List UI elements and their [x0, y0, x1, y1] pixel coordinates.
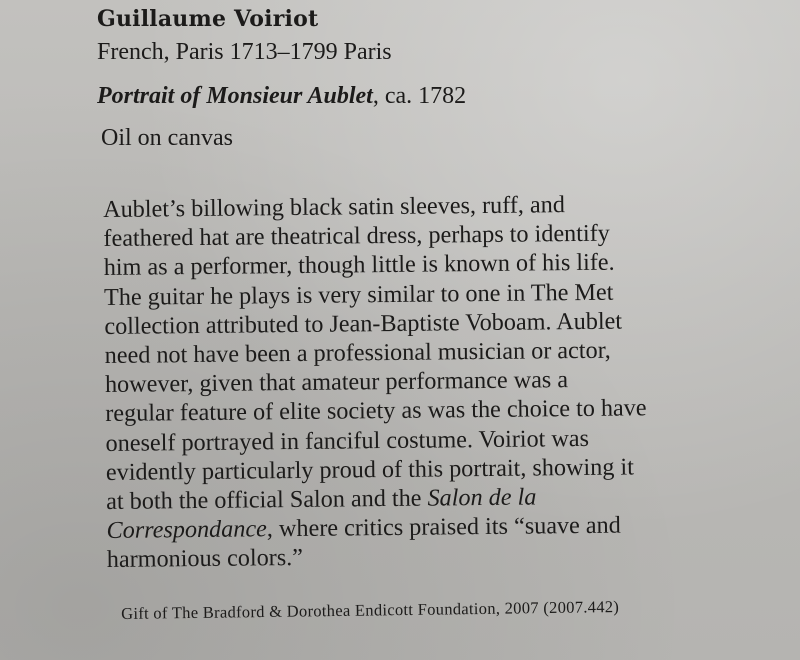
description-line: Aublet’s billowing black satin sleeves, ruff, and — [103, 191, 565, 223]
description-line: harmonious colors.” — [106, 544, 304, 574]
artist-name: Guillaume Voiriot — [97, 6, 319, 32]
description-line: regular feature of elite society as was the choice to have — [105, 394, 647, 428]
description-line: however, given that amateur performance was a — [104, 366, 569, 399]
description-line: need not have been a professional musician or actor, — [104, 336, 611, 370]
italic-title-text: Salon de la — [427, 483, 537, 512]
artwork-date: , ca. 1782 — [372, 83, 467, 109]
artwork-medium: Oil on canvas — [101, 125, 233, 151]
description-line: The guitar he plays is very similar to one in The Met — [103, 278, 614, 311]
credit-line: Gift of The Bradford & Dorothea Endicott Foundation, 2007 (2007.442) — [121, 597, 620, 623]
label-header — [97, 4, 747, 154]
description-line: collection attributed to Jean-Baptiste Voboam. Aublet — [104, 307, 623, 340]
label-description — [103, 189, 727, 575]
artwork-title: Portrait of Monsieur Aublet — [97, 83, 373, 109]
description-line: evidently particularly proud of this portrait, showing it — [105, 453, 635, 486]
description-text: at both the official Salon and the — [106, 484, 428, 516]
description-line: oneself portrayed in fanciful costume. Voiriot was — [105, 424, 590, 457]
artist-bio: French, Paris 1713–1799 Paris — [97, 39, 392, 65]
artwork-title-line — [97, 80, 747, 112]
description-line: him as a performer, though little is known of his life. — [103, 249, 615, 282]
description-text: , where critics praised its “suave and — [266, 511, 621, 543]
description-line: feathered hat are theatrical dress, perhaps to identify — [103, 219, 610, 253]
italic-title-text: Correspondance — [106, 515, 267, 545]
